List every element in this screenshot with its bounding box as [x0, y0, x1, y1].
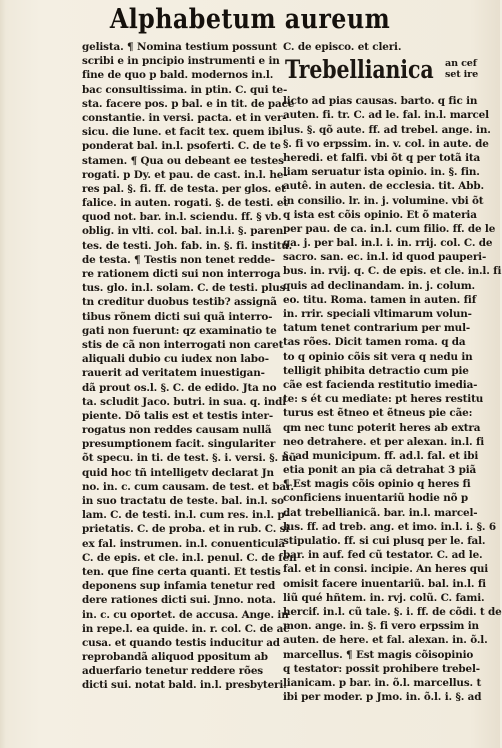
text-line: qm nec tunc poterit heres ab extra: [283, 421, 481, 434]
text-line: §. fi vo erpssim. in. v. col. in aute. de: [283, 137, 489, 150]
rubric-side-line: set ire: [445, 69, 479, 81]
text-line: in. rrir. speciali vltimarum volun-: [283, 308, 472, 320]
right-column-top-line: C. de episco. et cleri.: [283, 41, 402, 53]
text-line: rogatus non reddes causam nullã: [82, 424, 272, 437]
text-line: stis de cã non interrogati non caret: [82, 338, 284, 351]
text-line: omisit facere inuentariũ. bal. in.l. fi: [283, 577, 486, 590]
text-line: q testator: possit prohibere trebel-: [283, 662, 480, 675]
text-line: res pal. §. fi. ff. de testa. per glos. et: [82, 182, 286, 195]
right-column-body: [283, 94, 502, 704]
text-line: in. c. cu oportet. de accusa. Ange. in: [82, 608, 289, 621]
text-line: quis ad declinandam. in. j. colum.: [283, 279, 476, 292]
text-line: constantie. in versi. pacta. et in ver-: [82, 111, 287, 124]
text-line: auten. fi. tr. C. ad le. fal. in.l. marcel: [283, 109, 489, 122]
text-line: presumptionem facit. singulariter: [82, 438, 276, 451]
rubric-block: [283, 54, 479, 94]
text-line: aduerfario tenetur reddere rões: [82, 665, 263, 678]
text-line: sacro. san. ec. in.l. id quod pauperi-: [283, 251, 487, 264]
text-line: to q opinio cõis sit vera q nedu in: [283, 350, 473, 363]
text-line: oblig. in vlti. col. bal. in.l.i. §. paren: [82, 225, 284, 238]
text-line: bac consultissima. in ptin. C. qui te-: [82, 83, 288, 96]
text-line: dã prout os.l. §. C. de edido. Jta no: [82, 381, 277, 394]
text-line: scribi e in pncipio instrumenti e in: [82, 55, 280, 68]
text-line: dicti sui. notat bald. in.l. presbyteri.: [82, 679, 287, 692]
text-line: conficiens inuentariũ hodie nõ p: [283, 492, 468, 505]
text-line: in suo tractatu de teste. bal. in.l. so: [82, 495, 284, 507]
text-line: õt specu. in ti. de test. §. i. versi. §. nũ: [82, 452, 297, 465]
left-text-column: [82, 40, 297, 693]
rubric-side-note: [445, 58, 479, 81]
text-line: etia ponit an pia cã detrahat 3 piã: [283, 464, 477, 477]
text-line: lianicam. p bar. in. õ.l. marcellus. t: [283, 676, 482, 689]
text-line: deponens sup infamia tenetur red: [82, 580, 276, 593]
text-line: bus. in. rvij. q. C. de epis. et cle. in.l. fi: [283, 265, 502, 278]
text-line: ponderat bal. in.l. psoferti. C. de te: [82, 140, 281, 153]
text-line: stamen. ¶ Qua ou debeant ee testes: [82, 154, 284, 167]
text-line: fal. et in consi. incipie. An heres qui: [283, 563, 489, 576]
text-line: piente. Dõ talis est et testis inter-: [82, 409, 274, 422]
text-line: sicu. die lune. et facit tex. quem ibi: [82, 126, 283, 139]
text-line: reprobandã aliquod ppositum ab: [82, 651, 268, 664]
text-line: per pau. de ca. in.l. cum filio. ff. de le: [283, 222, 496, 235]
text-line: auten. de here. et fal. alexan. in. õ.l.: [283, 634, 488, 647]
text-line: dere rationes dicti sui. Jnno. nota.: [82, 594, 276, 607]
text-line: heredi. et falfi. vbi õt q per totã ita: [283, 151, 481, 164]
text-line: rogati. p Dy. et pau. de cast. in.l. he-: [82, 168, 288, 181]
text-line: ga. j. per bal. in.l. i. in. rrij. col. C. de: [283, 237, 493, 250]
rubric-heading: Trebellianica: [285, 55, 434, 85]
text-line: tas rões. Dicit tamen roma. q da: [283, 336, 466, 349]
text-line: neo detrahere. et per alexan. in.l. fi: [283, 435, 485, 448]
text-line: no. in. c. cum causam. de test. et bar.: [82, 480, 294, 493]
text-line: ten. que fine certa quanti. Et testis: [82, 565, 281, 578]
text-line: prietatis. C. de proba. et in rub. C. si: [82, 523, 290, 536]
text-line: gati non fuerunt: qz examinatio te: [82, 324, 277, 337]
text-line: ex fal. instrumen. in.l. conuenticulã: [82, 537, 285, 550]
text-line: re rationem dicti sui non interroga: [82, 268, 281, 280]
text-line: tn creditur duobus testib? assignã: [82, 296, 277, 309]
text-line: lus. §. qõ aute. ff. ad trebel. ange. in.: [283, 123, 491, 136]
right-text-column: [283, 40, 502, 704]
text-line: de testa. ¶ Testis non tenet redde-: [82, 253, 275, 266]
text-line: cusa. et quando testis inducitur ad: [82, 636, 280, 649]
text-line: in consilio. lr. in. j. volumine. vbi õt: [283, 194, 484, 207]
text-line: ta. scludit Jaco. butri. in sua. q. indi: [82, 395, 287, 408]
text-line: telligit phibita detractio cum pie: [283, 364, 469, 377]
text-line: liam seruatur ista opinio. in. §. fin.: [283, 166, 480, 179]
text-line: rauerit ad veritatem inuestigan-: [82, 367, 265, 380]
text-line: q ista est cõis opinio. Et õ materia: [283, 208, 477, 221]
text-line: falice. in auten. rogati. §. de testi. et: [82, 197, 288, 210]
text-line: gelista. ¶ Nomina testium possunt: [82, 41, 277, 53]
text-line: tatum tenet contrarium per mul-: [283, 322, 471, 335]
text-line: cãe est facienda restitutio imedia-: [283, 378, 478, 391]
text-line: hercif. in.l. cũ tale. §. i. ff. de cõdi. t de: [283, 605, 502, 618]
text-line: te: s ét cu mediate: pt heres restitu: [283, 393, 484, 406]
text-line: quid hoc tñ intelligetv declarat Jn: [82, 466, 274, 479]
text-line: lam. C. de testi. in.l. cum res. in.l. p-: [82, 509, 289, 522]
text-line: in repe.l. ea quide. in. r. col. C. de ac: [82, 622, 290, 635]
text-line: dat trebellianicã. bar. in.l. marcel-: [283, 506, 478, 519]
running-head: Alphabetum aureum: [109, 4, 391, 35]
text-line: mon. ange. in. §. fi vero erpssim in: [283, 620, 479, 633]
text-line: stipulatio. ff. si cui plusq per le. fal.: [283, 535, 486, 547]
text-line: tes. de testi. Joh. fab. in. §. fi. institu.: [82, 239, 293, 252]
text-line: C. de epis. et cle. in.l. penul. C. de fen: [82, 551, 297, 564]
rubric-side-line: an cef: [445, 58, 477, 70]
text-line: ¶ Est magis cõis opinio q heres fi: [283, 478, 471, 491]
text-line: §. ad municipum. ff. ad.l. fal. et ibi: [283, 449, 479, 462]
text-line: turus est ẽtneo et ẽtneus pie cãe:: [283, 407, 473, 420]
text-line: eo. titu. Roma. tamen in auten. fif: [283, 293, 477, 306]
text-line: tibus rõnem dicti sui quã interro-: [82, 310, 273, 323]
text-line: liũ qué hñtem. in. rvj. colũ. C. fami.: [283, 591, 485, 604]
text-line: fine de quo p bald. modernos in.l.: [82, 69, 274, 82]
text-line: licto ad pias causas. barto. q fic in: [283, 95, 478, 108]
text-line: tus. glo. in.l. solam. C. de testi. plus: [82, 282, 286, 295]
text-line: sta. facere pos. p bal. e in tit. de pace: [82, 97, 295, 110]
text-line: lus. ff. ad treb. ang. et imo. in.l. i. §. 6: [283, 520, 496, 533]
text-line: bar. in auf. fed cũ testator. C. ad le.: [283, 549, 483, 562]
text-line: quod not. bar. in.l. sciendu. ff. § vb.: [82, 211, 282, 224]
text-line: autê. in auten. de ecclesia. tit. Abb.: [283, 180, 484, 193]
text-line: marcellus. ¶ Est magis cõisopinio: [283, 648, 474, 661]
text-line: aliquali dubio cu iudex non labo-: [82, 353, 269, 366]
text-line: ibi per moder. p Jmo. in. õ.l. i. §. ad: [283, 691, 482, 704]
